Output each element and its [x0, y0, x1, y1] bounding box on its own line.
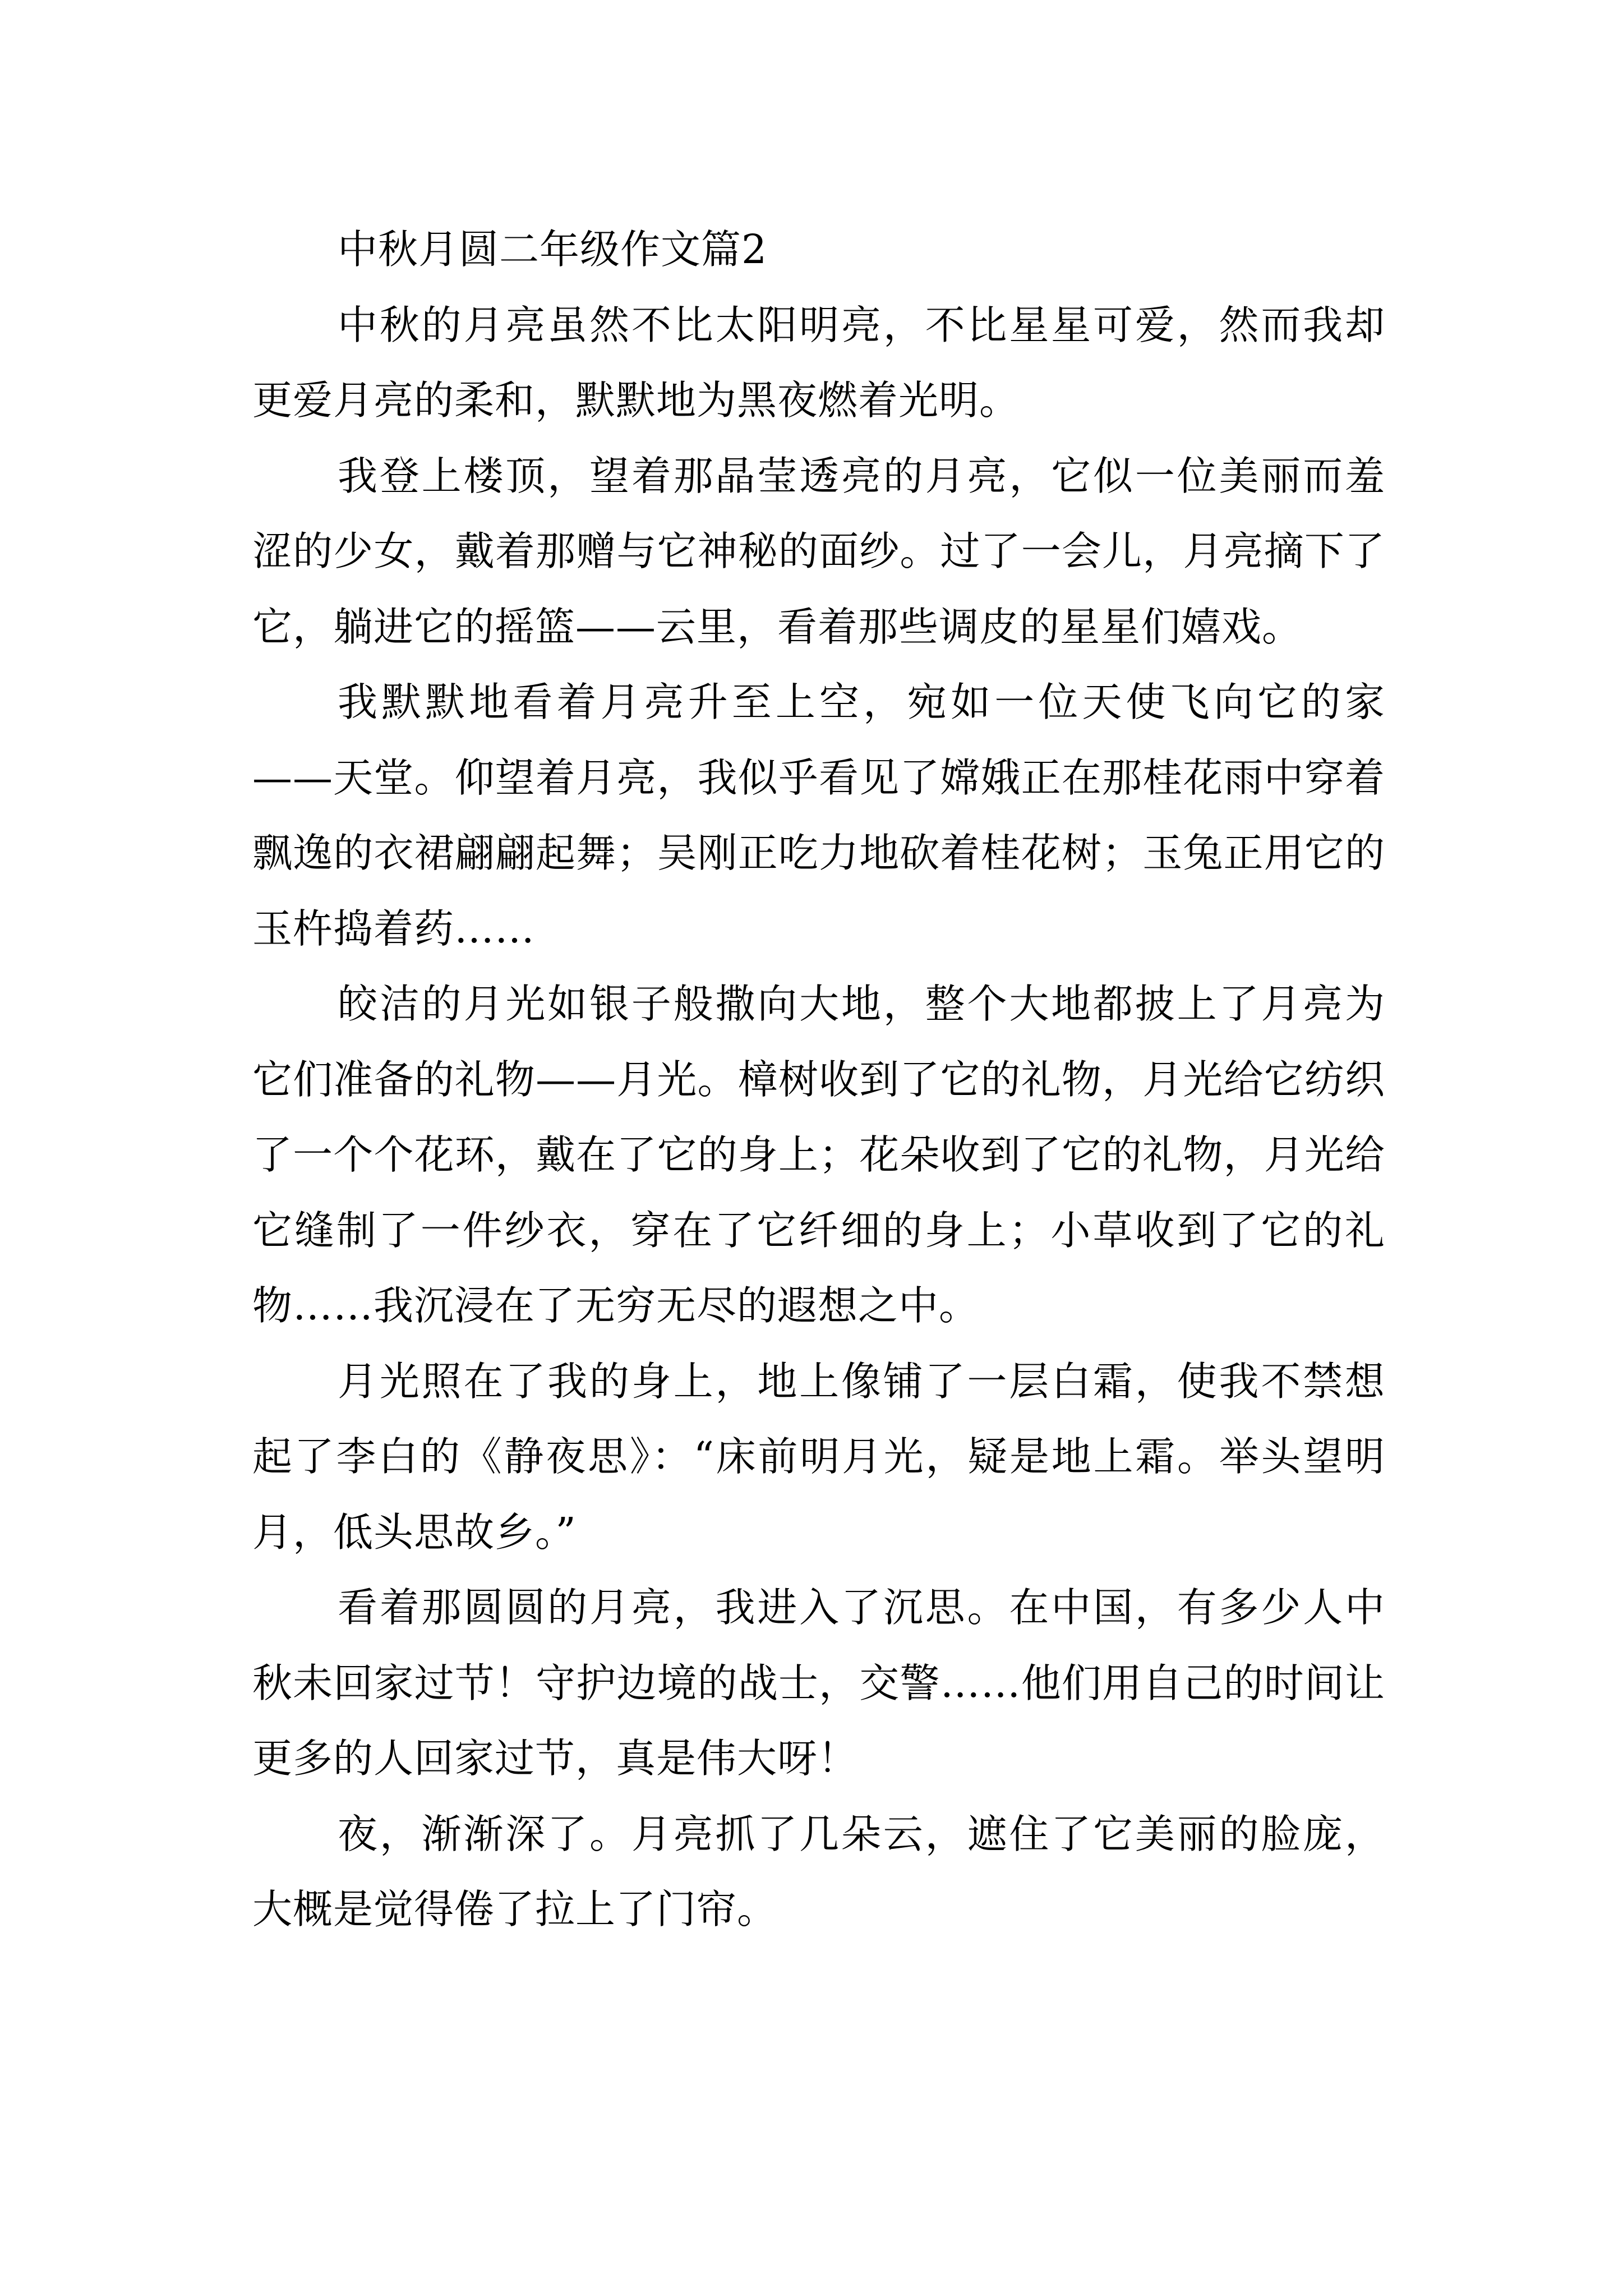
essay-heading: 中秋月圆二年级作文篇2 [338, 226, 768, 273]
paragraph-1: 中秋的月亮虽然不比太阳明亮，不比星星可爱，然而我却更爱月亮的柔和，默默地为黑夜燃着光明。 [252, 301, 1385, 424]
paragraph-7: 夜，渐渐深了。月亮抓了几朵云，遮住了它美丽的脸庞，大概是觉得倦了拉上了门帘。 [252, 1810, 1385, 1932]
paragraph-2: 我登上楼顶，望着那晶莹透亮的月亮，它似一位美丽而羞涩的少女，戴着那赠与它神秘的面纱。过了一会儿，月亮摘下了它，躺进它的摇篮——云里，看着那些调皮的星星们嬉戏。 [252, 452, 1385, 650]
paragraph-5: 月光照在了我的身上，地上像铺了一层白霜，使我不禁想起了李白的《静夜思》：“床前明月光，疑是地上霜。举头望明月，低头思故乡。” [252, 1358, 1385, 1556]
paragraph-6: 看着那圆圆的月亮，我进入了沉思。在中国，有多少人中秋未回家过节！守护边境的战士，交警……他们用自己的时间让更多的人回家过节，真是伟大呀！ [252, 1584, 1385, 1782]
paragraph-4: 皎洁的月光如银子般撒向大地，整个大地都披上了月亮为它们准备的礼物——月光。樟树收到了它的礼物，月光给它纺织了一个个花环，戴在了它的身上；花朵收到了它的礼物，月光给它缝制了一件纱衣，穿在了它纤细的身上；小草收到了它的礼物……我沉浸在了无穷无尽的遐想之中。 [252, 981, 1385, 1329]
essay-body [252, 212, 1385, 1948]
paragraph-3: 我默默地看着月亮升至上空，宛如一位天使飞向它的家——天堂。仰望着月亮，我似乎看见了嫦娥正在那桂花雨中穿着飘逸的衣裙翩翩起舞；吴刚正吃力地砍着桂花树；玉兔正用它的玉杵捣着药…… [252, 679, 1385, 952]
